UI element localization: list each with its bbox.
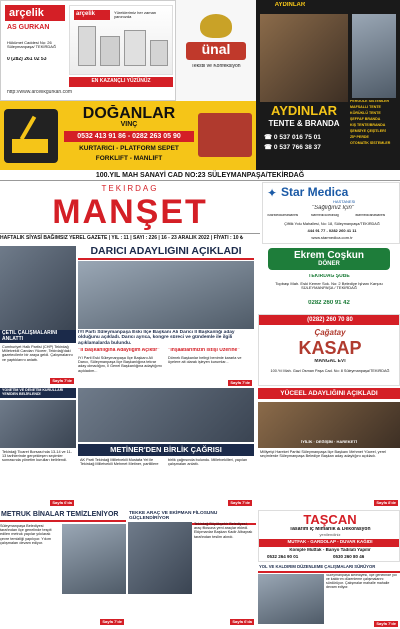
metiner-page-ref: Sayfa 7'de (230, 499, 250, 505)
aydinlar-phone2: ☎ 0 537 766 38 37 (264, 144, 321, 151)
star-medica-phone: 444 91 77 - 0282 260 41 11 (307, 229, 357, 233)
aydinlar-photo (260, 14, 348, 102)
yonetim-photo (0, 400, 76, 448)
star-medica-sub: HASTANESİ (333, 200, 356, 204)
masthead-city: TEKİRDAĞ (101, 185, 159, 193)
doganlar-services1: KURTARICI - PLATFORM SEPET (79, 145, 179, 152)
arcelik-tagline: Yüreklerimiz her zaman yanınızda (114, 11, 157, 20)
tascan-phone2: 0530 260 80 46 (333, 555, 365, 559)
tascan-services: MUTFAK - GARDOLAP - DUVAR KAĞIDI (259, 539, 400, 547)
tascan-phone1: 0532 264 90 01 (267, 555, 299, 559)
metiner-headline: METİNER'DEN BİRLİK ÇAĞRISI (78, 444, 254, 456)
arcelik-phone: 0 (282) 261 02 53 (7, 57, 47, 62)
ekrem-phone: 0282 260 91 42 (308, 300, 350, 306)
aydinlar-photo-small (352, 14, 396, 98)
yonetim-body: Tekirdağ Ticaret Borsası'nda 13-14 ve 11-13 tarihlerinde gerçekleşen seçimler sonrasında yönetim kurulları belirlendi. (2, 449, 72, 463)
main-body2: Dörnek Başkanlar belirgi benimle kararla ve üyelere ait olarak işleyen kurumlar... (168, 356, 242, 365)
aydinlar-name: AYDINLAR (271, 104, 337, 118)
star-medica-slogan: "Sağlığınız İçin" (312, 205, 354, 211)
tekke-headline: TEKKE ARAÇ VE EKİPMAN FİLOSUNU GÜÇLENDİRİYOR (128, 510, 256, 525)
main-photo (78, 261, 254, 329)
kasap-name: KASAP (298, 339, 362, 358)
aydinlar-logo: AYDINLAR (274, 2, 306, 8)
service-item: ŞEFFAF BRANDA (350, 116, 381, 121)
kasap-brand: Çağatay (314, 329, 346, 337)
appliance-icon (78, 26, 96, 66)
service-item: ZİP PERDE (350, 134, 369, 139)
main-story-text (78, 330, 254, 386)
yonetim-page-ref: Sayfa 6'da (52, 499, 72, 505)
masthead (0, 182, 260, 232)
yol-headline: YOL VE KALDIRIM DÜZENLEME ÇALIŞMALARI SÜRÜYOR (258, 564, 400, 573)
kasap-phone: (0282) 260 70 80 (259, 315, 400, 325)
arcelik-dealer: AS GÜRKAN (7, 24, 50, 31)
star-medica-name: Star Medica (281, 186, 349, 199)
ekrem-ad[interactable] (258, 246, 400, 312)
arcelik-web[interactable]: http://www.arcelikgurkan.com (7, 90, 73, 95)
main-page-ref: Sayfa 7'de (230, 379, 250, 385)
aydinlar-services (350, 100, 398, 168)
ekrem-logo: Ekrem Coşkun DÖNER (268, 248, 390, 270)
main-headline: DARICI ADAYLIĞINI AÇIKLADI (78, 246, 254, 260)
doganlar-name: DOĞANLAR (82, 105, 176, 122)
metiner-photo (78, 388, 254, 442)
ekrem-address: Topbaşı Mah. Eski Kemer Sok. No: 2 Belediye İşhanı Karşısı SÜLEYMANPAŞA / TEKİRDAĞ (275, 282, 383, 291)
metiner-story (78, 388, 254, 508)
metiner-body: AK Parti Tekirdağ Milletvekili Mustafa Yel ile Tekirdağ Milletvekili Mehmet Metiner, partililere birlik çağrısında bulundu. Milletvekilleri, yapılan çalışmaları anlattı. (80, 458, 248, 467)
left-photo (0, 246, 76, 330)
doganlar-sub: VİNÇ (120, 121, 138, 128)
unal-sub: Tekstil ve Konfeksiyon (191, 64, 241, 69)
yuceel-section (258, 388, 400, 508)
metruk-page-ref: Sayfa 7'de (102, 618, 122, 624)
masthead-title: MANŞET (52, 194, 208, 231)
yonetim-story (0, 388, 76, 508)
star-medica-ad[interactable] (262, 182, 400, 244)
truck-icon (198, 113, 252, 157)
tascan-tagline: Tasarım İç Mimarlık & Dekorasyon (289, 527, 371, 532)
metruk-story (0, 510, 126, 629)
main-body1: İYİ Parti Eski Süleymanpaşa İlçe Başkanı Ali Darıcı, Süleymanpaşa İlçe Başkanlığına tekrar aday olmadığını, İl Genel Başkanlığına adaylığımı açıkladım... (78, 356, 162, 373)
aydinlar-phone1: ☎ 0 537 016 75 01 (264, 134, 321, 141)
kasap-address: 100.Yıl Mah. Gazi Osman Paşa Cad. No: 8 Süleymanpaşa/TEKİRDAĞ (270, 369, 390, 373)
service-item: KIŞ TENTE/BRANDA (350, 122, 386, 127)
star-medica-social3[interactable]: /starmedicahastanesi (355, 214, 386, 217)
address-bar: 100.YIL MAH SANAYİ CAD NO:23 SÜLEYMANPAŞA/TEKİRDAĞ (0, 170, 400, 181)
metruk-photo (62, 524, 126, 594)
crane-icon (4, 109, 58, 163)
yol-body: Süleymanpaşa Belediyesi, ilçe genelinde yol ve kaldırım düzenleme çalışmalarını sürdürüyor. Çalışmalar mahalle mahalle devam ediyor. (326, 574, 397, 589)
tekke-page-ref: Sayfa 6'da (232, 618, 252, 624)
left-story-body: Cumhuriyet Halk Partisi (CHP) Tekirdağ Milletvekili Candan Yüceer, Tekirdağ'daki gazetecilerle bir araya geldi. Çalışmalarını ve yaptıklarını anlattı. (2, 345, 73, 362)
service-item: OTOMATİK SİSTEMLER (350, 140, 391, 145)
star-medica-address: Çiftlik Yolu Mahallesi, No: 18, Süleymanpaşa/TEKİRDAĞ (284, 222, 380, 226)
doganlar-ad[interactable] (0, 101, 256, 170)
star-medica-social1[interactable]: /StarMedicaHastanesi (267, 214, 299, 217)
yol-story (258, 564, 400, 629)
yuceel-photo-label: İYİLİK · DEĞİŞİM · HAREKETİ (301, 440, 357, 444)
service-item: PERGOLE SİSTEMLER (350, 100, 390, 103)
main-quote1: "İl Başkanlığına Adaylığım Açıktır" (78, 348, 160, 353)
tascan-ad[interactable] (258, 510, 400, 562)
left-story (0, 330, 76, 386)
doganlar-phones: 0532 413 91 86 - 0282 263 05 90 (64, 131, 194, 142)
tascan-sub: yenilendiniz (319, 533, 341, 537)
tascan-name: TAŞCAN (303, 513, 357, 527)
arcelik-logo: arçelik (5, 5, 65, 21)
unal-logo-emblem (200, 14, 232, 38)
aydinlar-ad[interactable] (256, 0, 400, 170)
left-story-headline: ÇETİL ÇALIŞMALARINI ANLATTI (0, 330, 76, 343)
tekke-photo (128, 522, 192, 594)
unal-logo: ünal (186, 42, 246, 60)
star-medica-web[interactable]: www.starmedica.com.tr (311, 236, 353, 240)
arcelik-address: Hükümet Caddesi No: 26 Süleymanpaşa/ TEKİRDAĞ (7, 41, 57, 50)
yol-page-ref: Sayfa 7'de (376, 620, 396, 626)
arcelik-logo-small: arçelik (74, 10, 110, 20)
service-item: ŞEMSİYE ÇEŞİTLERİ (350, 128, 386, 133)
yuceel-body: Milliyetçi Hareket Partisi Süleymanpaşa İlçe Başkanı Mehmet Yüceel, yerel seçimlerde Süleymanpaşa Belediye Başkan aday adaylığını açıkladı. (260, 450, 386, 459)
tascan-slogan: Komple Mutfak - Banyo Tadilatı Yapılır (289, 548, 371, 552)
tekke-story (128, 510, 256, 629)
yol-photo (258, 574, 324, 624)
tekke-body: Tekirdağ Büyükşehir Belediyesi, araç filosuna yeni araçlar ekledi. Ekipmanlar Başkan Kadir Albayrak tarafından teslim alındı. (194, 522, 253, 539)
yuceel-headline: YÜCEEL ADAYLIĞINI AÇIKLADI (258, 388, 400, 399)
masthead-info: HAFTALIK SİYASİ BAĞIMSIZ YEREL GAZETE | YIL : 11 | SAYI : 226 | 16 - 23 ARALIK 2022 | FİYATI : 10 ₺ (0, 233, 260, 243)
arcelik-ad[interactable] (0, 0, 176, 101)
main-lead: İYİ Parti Süleymanpaşa Eski İlçe Başkanı Ali Darıcı İl Başkanlığı aday olduğunu açıkladı. Darıcı ayrıca, kongre süreci ve gündemle ile ilgili açıklamalarda bulundu. (78, 330, 235, 346)
doganlar-services2: FORKLİFT - MANLİFT (95, 155, 163, 162)
metruk-body: Süleymanpaşa Belediyesi tarafından ilçe genelinde tespit edilen metruk yapılar yıkılarak çevre temizliği yapılıyor. Yıkım çalışmaları devam ediyor. (0, 524, 52, 545)
star-medica-social2[interactable]: starmedica.tekirdag (311, 214, 339, 217)
yuceel-page-ref: Sayfa 8'de (376, 499, 396, 505)
unal-ad[interactable] (176, 0, 256, 101)
yonetim-headline: YÖNETİM VE DENETİM KURULLARI YENİDEN BELİRLENDİ (0, 388, 76, 398)
service-item: MAFSALLI TENTE (350, 104, 381, 109)
metruk-headline: METRUK BİNALAR TEMİZLENİYOR (0, 510, 126, 522)
appliance-icon (100, 36, 120, 66)
appliance-icon (124, 30, 146, 66)
star-icon: ✦ (267, 186, 278, 200)
service-item: KÖRÜKLÜ TENTE (350, 110, 381, 115)
left-story-page-ref: Sayfa 7'de (52, 377, 72, 383)
kasap-sub: MANGAL EVİ (314, 359, 346, 364)
main-quote2: "İnşaatlarımızın İstişi Üzerine" (168, 348, 240, 353)
aydinlar-sub: TENTE & BRANDA (268, 120, 340, 128)
arcelik-promo: EN KAZANÇLI YÜZÜNÜZ (69, 77, 173, 87)
kasap-ad[interactable] (258, 314, 400, 386)
ekrem-addr-title: TEKİRDAĞ ŞUBE (308, 274, 350, 279)
arcelik-product-image (69, 5, 173, 75)
appliance-icon (150, 40, 168, 66)
